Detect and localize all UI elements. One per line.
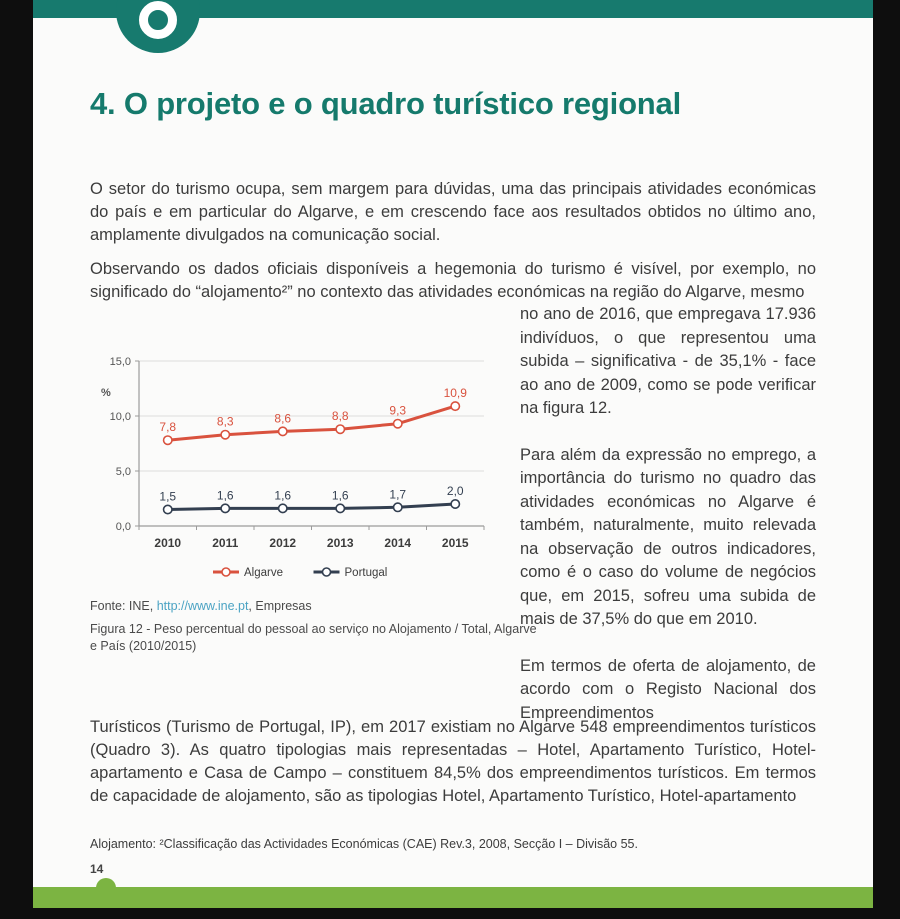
svg-text:Algarve: Algarve: [244, 567, 283, 579]
svg-text:8,3: 8,3: [216, 414, 234, 429]
paragraph-em-termos: Em termos de oferta de alojamento, de acordo com o Registo Nacional dos Empreendimentos: [520, 656, 816, 722]
paragraph-intro: O setor do turismo ocupa, sem margem para dúvidas, uma das principais atividades económicas do país e em particular do Algarve, e em crescendo face aos resultados obtidos no último ano, amplamente divulgados na comunicação social.: [90, 180, 816, 244]
svg-text:9,3: 9,3: [389, 403, 407, 418]
svg-text:1,7: 1,7: [389, 487, 407, 502]
svg-text:8,8: 8,8: [331, 409, 349, 424]
source-suffix: , Empresas: [248, 599, 312, 613]
svg-text:2,0: 2,0: [446, 484, 464, 498]
svg-text:0,0: 0,0: [115, 521, 131, 533]
ring-icon: [139, 1, 177, 39]
svg-text:10,0: 10,0: [109, 411, 131, 423]
svg-text:2015: 2015: [441, 536, 469, 550]
document-page: [33, 0, 873, 908]
figure-12-chart: [93, 344, 505, 590]
svg-text:1,6: 1,6: [331, 488, 349, 503]
svg-text:%: %: [101, 387, 111, 399]
figure-source: [90, 598, 530, 615]
svg-text:2012: 2012: [269, 536, 297, 550]
svg-text:1,5: 1,5: [159, 489, 177, 504]
svg-text:Portugal: Portugal: [344, 567, 388, 579]
svg-text:15,0: 15,0: [109, 356, 131, 368]
paragraph-para-alem: Para além da expressão no emprego, a importância do turismo no quadro das atividades económicas no Algarve é também, naturalmente, muito relevada na observação de outros indicadores, como é o caso do volume de negócios que, em 2015, sofreu uma subida de mais de 37,5% do que em 2010.: [520, 445, 816, 628]
paragraph-turisticos: Turísticos (Turismo de Portugal, IP), em 2017 existiam no Algarve 548 empreendimentos turísticos (Quadro 3). As quatro tipologias mais representadas – Hotel, Apartamento Turístico, Hotel-apartamento e Casa de Campo – constituem 84,5% dos empreendimentos turísticos. Em termos de capacidade de alojamento, são as tipologias Hotel, Apartamento Turístico, Hotel-apartamento: [90, 718, 816, 805]
footer-bar: [33, 887, 873, 908]
line-chart-canvas: [93, 344, 505, 590]
svg-text:1,6: 1,6: [216, 488, 234, 503]
figure-caption: Figura 12 - Peso percentual do pessoal ao serviço no Alojamento / Total, Algarve e País (2010/2015): [90, 622, 537, 653]
paragraph-observando: Observando os dados oficiais disponíveis a hegemonia do turismo é visível, por exemplo, no significado do “alojamento²” no contexto das atividades económicas na região do Algarve, mesmo: [90, 260, 816, 301]
svg-text:8,6: 8,6: [274, 411, 292, 426]
footnote: Alojamento: ²Classificação das Actividades Económicas (CAE) Rev.3, 2008, Secção I – Divisão 55.: [90, 837, 638, 851]
page-number: 14: [90, 862, 104, 876]
svg-text:10,9: 10,9: [443, 386, 467, 401]
page-title: 4. O projeto e o quadro turístico regional: [90, 86, 681, 121]
svg-text:2010: 2010: [154, 536, 182, 550]
svg-text:2014: 2014: [384, 536, 412, 550]
ine-link[interactable]: http://www.ine.pt: [156, 599, 249, 613]
svg-text:2013: 2013: [326, 536, 354, 550]
right-column: [520, 303, 816, 748]
svg-text:5,0: 5,0: [115, 466, 131, 478]
paragraph-ano-2016: no ano de 2016, que empregava 17.936 indivíduos, o que representou uma subida – significativa - de 35,1% - face ao ano de 2009, como se pode verificar na figura 12.: [520, 305, 816, 417]
svg-text:7,8: 7,8: [159, 420, 177, 435]
svg-text:2011: 2011: [212, 536, 239, 550]
source-prefix: Fonte: INE,: [90, 599, 157, 613]
svg-text:1,6: 1,6: [274, 488, 292, 503]
